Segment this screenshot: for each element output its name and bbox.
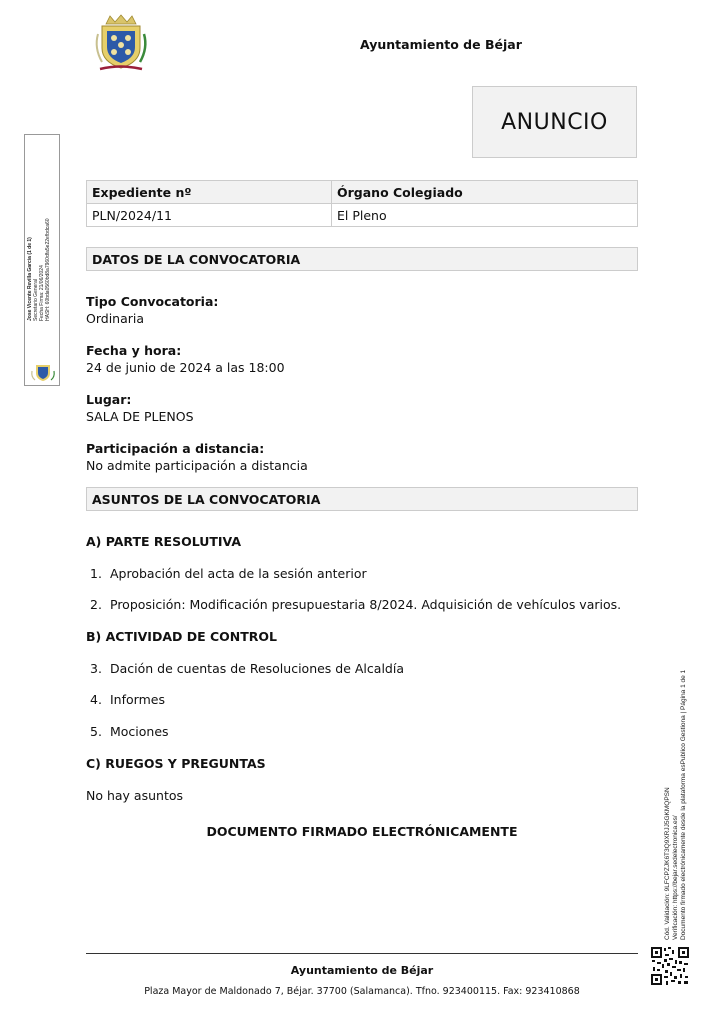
table-row [87,204,638,227]
item-text: Aprobación del acta de la sesión anterior [110,566,367,581]
field-value: No admite participación a distancia [86,458,308,473]
list-item [90,692,165,707]
field-lugar [86,391,194,425]
field-label: Lugar: [86,392,132,407]
signature-text [27,218,51,321]
field-value: 24 de junio de 2024 a las 18:00 [86,360,285,375]
field-tipo [86,293,218,327]
signer-name: Jose Vicente Revilla Garcia (1 de 1) [27,237,33,321]
coat-of-arms-icon [92,14,150,74]
validation-code: Cód. Validación: 9LFCPZJK6T3Q9XRJJ5GKMQPSN [664,787,671,940]
footer-divider [86,953,638,954]
sign-date: Fecha Firma: 21/06/2024 [39,265,45,321]
expediente-value: PLN/2024/11 [87,204,332,227]
item-number: 3. [90,661,102,676]
doc-type-box: ANUNCIO [472,86,637,158]
item-number: 5. [90,724,102,739]
verification-stamp [664,670,688,940]
list-item [90,724,169,739]
field-label: Participación a distancia: [86,441,265,456]
item-number: 4. [90,692,102,707]
field-participacion [86,440,308,474]
section-a-heading: A) PARTE RESOLUTIVA [86,534,242,549]
signature-stamp [24,134,60,386]
item-text: Informes [110,692,165,707]
item-number: 1. [90,566,102,581]
list-item [90,566,367,581]
header-org-name: Ayuntamiento de Béjar [360,37,522,52]
signed-label: DOCUMENTO FIRMADO ELECTRÓNICAMENTE [206,824,518,839]
footer-address: Plaza Mayor de Maldonado 7, Béjar. 37700 (Salamanca). Tfno. 923400115. Fax: 923410868 [144,986,580,997]
section-b-heading: B) ACTIVIDAD DE CONTROL [86,629,277,644]
table-header-row [87,181,638,204]
field-label: Tipo Convocatoria: [86,294,219,309]
section-c-heading: C) RUEGOS Y PREGUNTAS [86,756,266,771]
field-fecha [86,342,285,376]
col-expediente-header: Expediente nº [87,181,332,204]
datos-section-title: DATOS DE LA CONVOCATORIA [86,247,638,271]
field-value: SALA DE PLENOS [86,409,194,424]
footer-org-name: Ayuntamiento de Béjar [290,964,434,977]
field-label: Fecha y hora: [86,343,182,358]
item-text: Mociones [110,724,169,739]
verification-url[interactable]: Verificación: https://bejar.sedelectronica.es/ [672,815,679,940]
item-text: Dación de cuentas de Resoluciones de Alcaldía [110,661,404,676]
list-item [90,661,404,676]
col-organo-header: Órgano Colegiado [332,181,638,204]
asuntos-section-title: ASUNTOS DE LA CONVOCATORIA [86,487,638,511]
coat-of-arms-small-icon [30,361,56,383]
item-text: Proposición: Modificación presupuestaria 8/2024. Adquisición de vehículos varios. [110,597,622,612]
item-number: 2. [90,597,102,612]
list-item [90,597,621,612]
field-value: Ordinaria [86,311,145,326]
expediente-table [86,180,638,227]
platform-note: Documento firmado electrónicamente desde la plataforma esPublico Gestiona | Página 1 de 1 [680,669,687,940]
organo-value: El Pleno [332,204,638,227]
no-items-note: No hay asuntos [86,788,184,803]
sign-hash: HASH: 60bda0560bd8a7960dfa5e22efbdca60 [45,218,51,321]
signer-role: Secretario General [33,279,39,321]
